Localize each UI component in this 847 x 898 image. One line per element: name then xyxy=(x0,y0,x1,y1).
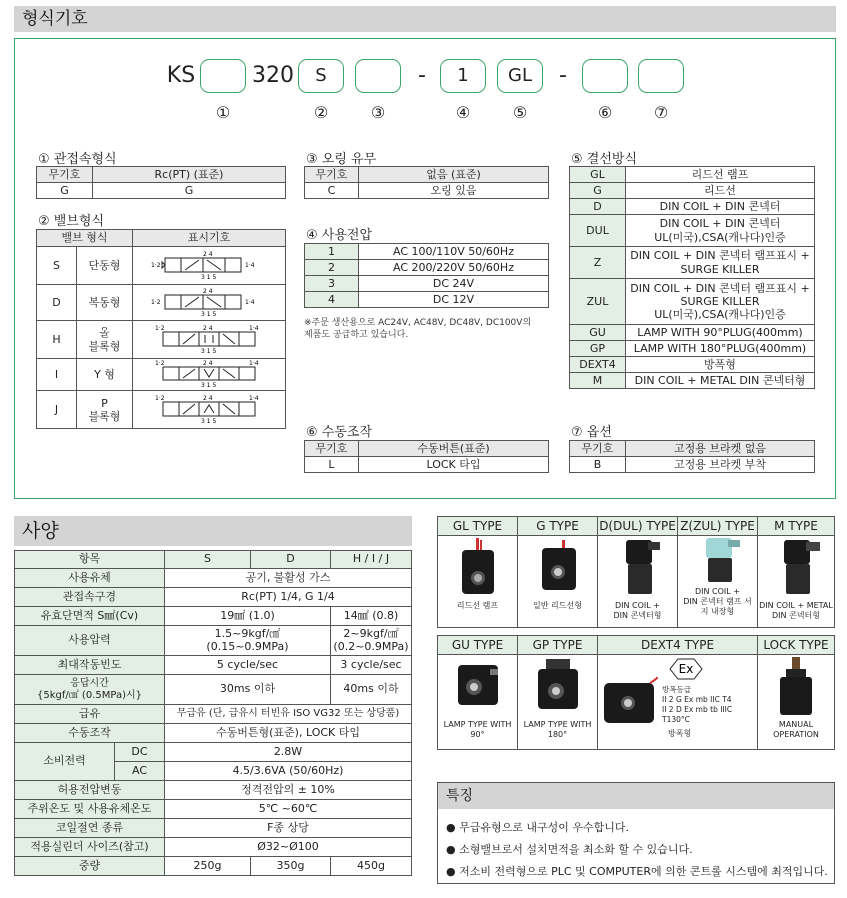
spec-header-d: D xyxy=(251,551,331,569)
spec-value: Rc(PT) 1/4, G 1/4 xyxy=(165,588,412,607)
oring-code: C xyxy=(305,183,359,199)
dext4-rating: 방폭등급 II 2 G Ex mb IIC T4 II 2 D Ex mb tb IIIC T130°C xyxy=(662,685,733,724)
feature-title xyxy=(438,783,834,809)
valve-symbol-cell xyxy=(133,247,286,285)
valve-name: 단동형 xyxy=(77,247,133,285)
spec-label: 주위온도 및 사용유체온도 xyxy=(15,800,165,819)
spec-value: 2~9kgf/㎠ (0.2~0.9MPa) xyxy=(331,626,412,656)
type-head: GU TYPE xyxy=(438,636,518,655)
spec-value: 5℃ ~60℃ xyxy=(165,800,412,819)
svg-text:3 1 5: 3 1 5 xyxy=(201,310,217,316)
circle-num-1: ① xyxy=(215,103,231,122)
wiring-desc: DIN COIL + DIN 콘넥터 xyxy=(626,199,815,215)
feature-item: ● 무급유형으로 내구성이 우수합니다. xyxy=(446,821,629,834)
type-cell xyxy=(598,655,758,750)
lock-type-image xyxy=(766,655,826,717)
wiring-code: DEXT4 xyxy=(570,357,626,373)
spec-label: 최대작동빈도 xyxy=(15,656,165,675)
wiring-code: G xyxy=(570,183,626,199)
type-caption: DIN COIL + DIN 콘넥터 램프 서 지 내장형 xyxy=(683,587,752,616)
code-box-option xyxy=(638,59,684,93)
valve-header-symbol: 표시기호 xyxy=(133,230,286,247)
type-head: DEXT4 TYPE xyxy=(598,636,758,655)
valve-name: 복동형 xyxy=(77,285,133,321)
spec-value: 5 cycle/sec xyxy=(165,656,331,675)
spec-value: 350g xyxy=(251,857,331,876)
wiring-desc: 방폭형 xyxy=(626,357,815,373)
connection-cell-code: G xyxy=(37,183,93,199)
wiring-desc: LAMP WITH 180°PLUG(400mm) xyxy=(626,341,815,357)
valve-header-type: 밸브 형식 xyxy=(37,230,133,247)
valve-symbol-pressure-center xyxy=(149,393,269,423)
spec-sub-label: AC xyxy=(115,762,165,781)
type-caption: DIN COIL + METAL DIN 콘넥터형 xyxy=(759,601,833,620)
model-section-title-text: 형식기호 xyxy=(22,9,88,29)
oring-table xyxy=(304,166,549,199)
gl-coil-image xyxy=(448,536,508,598)
voltage-desc: AC 100/110V 50/60Hz xyxy=(359,244,549,260)
oring-code: 무기호 xyxy=(305,167,359,183)
spec-label: 중량 xyxy=(15,857,165,876)
manual-table xyxy=(304,440,549,473)
wiring-code: M xyxy=(570,373,626,389)
feature-item: ● 저소비 전력형으로 PLC 및 COMPUTER에 의한 콘트롤 시스템에 최적입니다. xyxy=(446,865,828,878)
svg-text:3 1 5: 3 1 5 xyxy=(201,347,217,353)
spec-label: 응답시간 {5kgf/㎠ (0.5MPa)시} xyxy=(15,675,165,705)
type-head: LOCK TYPE xyxy=(758,636,835,655)
option-table xyxy=(569,440,815,473)
wiring-code: Z xyxy=(570,247,626,279)
spec-value: 3 cycle/sec xyxy=(331,656,412,675)
valve-code: D xyxy=(37,285,77,321)
type-cell xyxy=(438,536,518,628)
svg-text:1·2: 1·2 xyxy=(151,298,161,306)
valve-symbol-cell xyxy=(133,359,286,391)
option-code: B xyxy=(570,457,626,473)
wiring-desc: DIN COIL + METAL DIN 콘넥터형 xyxy=(626,373,815,389)
spec-table xyxy=(14,550,412,876)
spec-label: 소비전력 xyxy=(15,743,115,781)
valve-row xyxy=(37,247,286,285)
wiring-code: DUL xyxy=(570,215,626,247)
spec-header-s: S xyxy=(165,551,251,569)
type-grid-row2 xyxy=(437,635,835,750)
svg-text:1·2: 1·2 xyxy=(155,324,165,332)
spec-value: 수동버튼형(표준), LOCK 타입 xyxy=(165,724,412,743)
type-cell xyxy=(758,655,835,750)
svg-text:1·4: 1·4 xyxy=(249,360,259,367)
spec-value: 공기, 불활성 가스 xyxy=(165,569,412,588)
spec-value: Ø32~Ø100 xyxy=(165,838,412,857)
code-dash-2: - xyxy=(559,63,567,88)
wiring-code: GL xyxy=(570,167,626,183)
wiring-desc: 리드선 램프 xyxy=(626,167,815,183)
valve-code: I xyxy=(37,359,77,391)
voltage-code: 1 xyxy=(305,244,359,260)
valve-name: P 블록형 xyxy=(77,391,133,429)
valve-code: H xyxy=(37,321,77,359)
feature-item: ● 소형밸브로서 설치면적을 최소화 할 수 있습니다. xyxy=(446,843,693,856)
valve-symbol-closed-center xyxy=(149,323,269,353)
spec-value: 14㎟ (0.8) xyxy=(331,607,412,626)
circle-num-2: ② xyxy=(313,103,329,122)
spec-sub-label: DC xyxy=(115,743,165,762)
m-metal-din-image xyxy=(766,536,826,598)
code-box-wiring: GL xyxy=(497,59,543,93)
type-grid-row1 xyxy=(437,516,835,628)
spec-label: 관접속구경 xyxy=(15,588,165,607)
option-desc: 고정용 브라켓 부착 xyxy=(626,457,815,473)
option-code: 무기호 xyxy=(570,441,626,457)
valve-symbol-cell xyxy=(133,321,286,359)
svg-text:2 4: 2 4 xyxy=(203,324,213,332)
code-box-voltage: 1 xyxy=(440,59,486,93)
type-head: GP TYPE xyxy=(518,636,598,655)
spec-header-hij: H / I / J xyxy=(331,551,412,569)
code-box-valve: S xyxy=(298,59,344,93)
wiring-desc: DIN COIL + DIN 콘넥터 램프표시 + SURGE KILLER xyxy=(626,247,815,279)
voltage-desc: DC 12V xyxy=(359,292,549,308)
type-caption: LAMP TYPE WITH 90° xyxy=(443,720,512,739)
gp-coil-image xyxy=(528,655,588,717)
spec-label: 사용압력 xyxy=(15,626,165,656)
spec-value: 4.5/3.6VA (50/60Hz) xyxy=(165,762,412,781)
spec-value: 19㎟ (1.0) xyxy=(165,607,331,626)
svg-text:2 4: 2 4 xyxy=(203,360,213,367)
spec-label: 유효단면적 S㎟(Cv) xyxy=(15,607,165,626)
voltage-code: 2 xyxy=(305,260,359,276)
wiring-table xyxy=(569,166,815,389)
code-box-oring xyxy=(355,59,401,93)
voltage-code: 3 xyxy=(305,276,359,292)
svg-text:3 1 5: 3 1 5 xyxy=(201,382,217,387)
type-caption: DIN COIL + DIN 콘넥터형 xyxy=(613,601,662,620)
type-cell xyxy=(518,536,598,628)
spec-value: 정격전압의 ± 10% xyxy=(165,781,412,800)
valve-symbol-single xyxy=(149,249,269,279)
spec-value: 250g xyxy=(165,857,251,876)
model-section-title xyxy=(14,6,836,32)
wiring-code: GP xyxy=(570,341,626,357)
ex-mark-text: Ex xyxy=(678,662,694,676)
option-title: ⑦ 옵션 xyxy=(571,425,612,440)
wiring-desc: 리드선 xyxy=(626,183,815,199)
oring-desc: 오링 있음 xyxy=(359,183,549,199)
voltage-desc: AC 200/220V 50/60Hz xyxy=(359,260,549,276)
spec-value: 40ms 이하 xyxy=(331,675,412,705)
circle-num-4: ④ xyxy=(455,103,471,122)
svg-text:1·2: 1·2 xyxy=(151,261,161,269)
spec-label: 수동조작 xyxy=(15,724,165,743)
dext4-coil-image xyxy=(600,677,660,729)
oring-desc: 없음 (표준) xyxy=(359,167,549,183)
option-desc: 고정용 브라켓 없음 xyxy=(626,441,815,457)
spec-section-title-text: 사양 xyxy=(22,520,59,542)
wiring-code: ZUL xyxy=(570,279,626,325)
svg-text:3 1 5: 3 1 5 xyxy=(201,273,217,279)
type-cell xyxy=(518,655,598,750)
type-cell xyxy=(678,536,758,628)
wiring-code: GU xyxy=(570,325,626,341)
code-box-manual xyxy=(582,59,628,93)
circle-num-6: ⑥ xyxy=(597,103,613,122)
type-caption: LAMP TYPE WITH 180° xyxy=(523,720,592,739)
connection-header-type: Rc(PT) (표준) xyxy=(93,167,286,183)
valve-row xyxy=(37,391,286,429)
spec-label: 코일절연 종류 xyxy=(15,819,165,838)
type-head: GL TYPE xyxy=(438,517,518,536)
g-coil-image xyxy=(528,536,588,598)
spec-value: 30ms 이하 xyxy=(165,675,331,705)
spec-label: 사용유체 xyxy=(15,569,165,588)
svg-text:1·2: 1·2 xyxy=(155,360,165,367)
valve-name: 올 블록형 xyxy=(77,321,133,359)
spec-value: 무급유 (단, 급유시 터빈유 ISO VG32 또는 상당품) xyxy=(165,705,412,724)
voltage-desc: DC 24V xyxy=(359,276,549,292)
valve-symbol-cell xyxy=(133,285,286,321)
svg-text:1·4: 1·4 xyxy=(245,261,255,269)
type-head: M TYPE xyxy=(758,517,835,536)
spec-section-title xyxy=(14,516,412,546)
spec-label: 적용실린더 사이즈(참고) xyxy=(15,838,165,857)
spec-header-item: 항목 xyxy=(15,551,165,569)
oring-title: ③ 오링 유무 xyxy=(306,152,377,167)
valve-row xyxy=(37,359,286,391)
connection-table xyxy=(36,166,286,199)
spec-label: 허용전압변동 xyxy=(15,781,165,800)
type-caption: 방폭형 xyxy=(668,729,692,738)
voltage-title: ④ 사용전압 xyxy=(306,228,373,243)
manual-code: L xyxy=(305,457,359,473)
spec-value: 2.8W xyxy=(165,743,412,762)
valve-row xyxy=(37,285,286,321)
spec-label: 급유 xyxy=(15,705,165,724)
voltage-table xyxy=(304,243,549,308)
svg-text:1·4: 1·4 xyxy=(249,395,259,403)
type-cell xyxy=(598,536,678,628)
circle-num-5: ⑤ xyxy=(512,103,528,122)
wiring-desc: DIN COIL + DIN 콘넥터 UL(미국),CSA(캐나다)인증 xyxy=(626,215,815,247)
type-cell xyxy=(758,536,835,628)
code-dash-1: - xyxy=(418,63,426,88)
voltage-code: 4 xyxy=(305,292,359,308)
wiring-desc: DIN COIL + DIN 콘넥터 램프표시 + SURGE KILLER UL(미국),CSA(캐나다)인증 xyxy=(626,279,815,325)
circle-num-3: ③ xyxy=(370,103,386,122)
valve-code: J xyxy=(37,391,77,429)
wiring-code: D xyxy=(570,199,626,215)
manual-desc: 수동버튼(표준) xyxy=(359,441,549,457)
d-din-coil-image xyxy=(608,536,668,598)
type-caption: 일반 리드선형 xyxy=(533,601,582,610)
connection-header-code: 무기호 xyxy=(37,167,93,183)
type-caption: 리드선 램프 xyxy=(456,601,499,610)
valve-symbol-exhaust-center xyxy=(149,359,269,387)
valve-row xyxy=(37,321,286,359)
z-din-coil-image xyxy=(688,536,748,584)
svg-text:3 1 5: 3 1 5 xyxy=(201,418,217,424)
spec-value: 1.5~9kgf/㎠ (0.15~0.9MPa) xyxy=(165,626,331,656)
type-head: G TYPE xyxy=(518,517,598,536)
valve-code: S xyxy=(37,247,77,285)
valve-symbol-double xyxy=(149,286,269,316)
type-cell xyxy=(438,655,518,750)
feature-panel xyxy=(437,782,835,884)
svg-text:1·4: 1·4 xyxy=(245,298,255,306)
type-head: Z(ZUL) TYPE xyxy=(678,517,758,536)
type-caption: MANUAL OPERATION xyxy=(773,720,819,739)
wiring-title: ⑤ 결선방식 xyxy=(571,152,638,167)
valve-name: Y 형 xyxy=(77,359,133,391)
svg-text:2 4: 2 4 xyxy=(203,287,213,295)
svg-text:2 4: 2 4 xyxy=(203,250,213,258)
ex-mark-icon xyxy=(666,657,706,681)
feature-title-text: 특징 xyxy=(446,788,474,804)
spec-value: F종 상당 xyxy=(165,819,412,838)
connection-title: ① 관접속형식 xyxy=(38,152,117,167)
manual-code: 무기호 xyxy=(305,441,359,457)
type-head: D(DUL) TYPE xyxy=(598,517,678,536)
valve-title: ② 밸브형식 xyxy=(38,214,105,229)
svg-text:1·2: 1·2 xyxy=(155,395,165,403)
voltage-note: ※주문 생산용으로 AC24V, AC48V, DC48V, DC100V의 제품도 공급하고 있습니다. xyxy=(304,318,532,340)
code-prefix-ks: KS xyxy=(166,63,196,88)
valve-table xyxy=(36,229,286,429)
svg-text:1·4: 1·4 xyxy=(249,324,259,332)
manual-desc: LOCK 타입 xyxy=(359,457,549,473)
manual-title: ⑥ 수동조작 xyxy=(306,425,373,440)
circle-num-7: ⑦ xyxy=(653,103,669,122)
code-series-320: 320 xyxy=(252,63,294,88)
wiring-desc: LAMP WITH 90°PLUG(400mm) xyxy=(626,325,815,341)
connection-cell-type: G xyxy=(93,183,286,199)
valve-symbol-cell xyxy=(133,391,286,429)
spec-value: 450g xyxy=(331,857,412,876)
svg-text:2 4: 2 4 xyxy=(203,395,213,403)
gu-coil-image xyxy=(448,655,508,717)
code-box-connection xyxy=(200,59,246,93)
